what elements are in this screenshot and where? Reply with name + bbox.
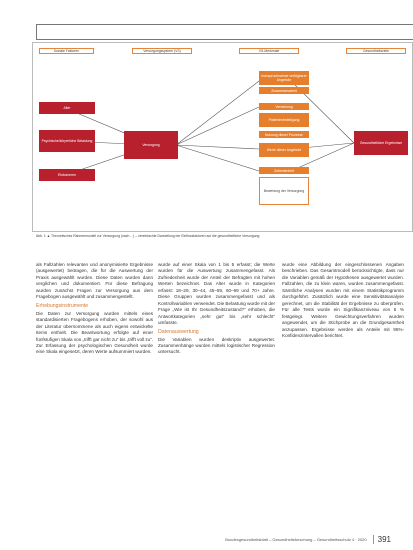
section-heading-instruments: Erhebungsinstrumente	[36, 302, 89, 309]
page-number: 391	[373, 535, 391, 544]
header-health-goals: Gesundheitsziele	[346, 48, 406, 54]
box-care: Versorgung	[124, 131, 178, 159]
header-social-factors: Soziale Faktoren	[39, 48, 94, 54]
box-utilization: Inanspruchnahme verfügbarer Angebote	[259, 71, 309, 85]
section-heading-analysis: Datenauswertung	[158, 328, 199, 335]
header-care-features: VS-Merkmale	[239, 48, 299, 54]
box-care-rating: Bewertung der Versorgung	[259, 177, 309, 205]
box-participation: Patientenbeteiligung	[259, 113, 309, 127]
text-column-1	[36, 262, 153, 356]
paragraph: wurde auf einer Skala von 1 bis 5 erfasst; die Werte wurden für die Auswertung zusammengefasst. Als Zufriedenheit wurde der Anteil der Befragten mit hohen Werten bezeichnet. Das Alter wurde in Kategorien erfasst: 18–29, 30–44, 45–59, 60–69 und 70+ Jahre. Diese Gruppen wurden zusammengefasst und als Kontrollvariablen verwendet. Die Belastung wurde mit der Frage „Wie ist Ihr Gesundheitszustand?“ erhoben, die Antwortkategorien „sehr gut“ bis „sehr schlecht“ umfasste.	[158, 262, 275, 326]
header-care-system: Versorgungssystem (VS)	[132, 48, 192, 54]
box-burden: Psychische/körperliche Belastung	[39, 130, 95, 152]
box-satisfaction: Zufriedenheit	[259, 167, 309, 174]
box-cooperation: Zusammenarbeit	[259, 87, 309, 94]
paragraph: als Fallzahlen relevanten und anonymisierte Ergebnisse (ausgewertet) beitragen, die für die Auswertung der Praxis ausgewählt wurden. Diese Daten wurden dann verglichen und dokumentiert. Für diese Befragung wurden zunächst Fragen zur Versorgung aus dem Fragebogen ausgewählt und zusammengestellt.	[36, 262, 153, 300]
box-health-outcomes: Gesundheitliche Ergebnisse	[354, 131, 408, 155]
journal-name: Bundesgesundheitsblatt – Gesundheitsforschung – Gesundheitsschutz 4 · 2020	[225, 537, 367, 542]
paragraph: wurde eine Abbildung der eingeschlossenen Angaben beschrieben. Das Gesamtmodell berücksichtigte, dass nur die Variablen gemäß der Hypothesen ausgewertet wurden. Fallzahlen, die zu klein waren, wurden zusammengefasst. Sämtliche Analysen wurden mit einem Statistikprogramm durchgeführt. Zusätzlich wurde eine Sensitivitätsanalyse gerechnet, um die Stabilität der Ergebnisse zu überprüfen. Für alle Tests wurde ein Signifikanzniveau von 5 % festgelegt. Weitere Gewichtungsverfahren wurden angewendet, um die Stichprobe an die Grundgesamtheit anzupassen. Ergebnisse werden als Anteile mit 95%-Konfidenzintervallen berichtet.	[282, 262, 404, 338]
framework-diagram	[32, 42, 413, 232]
box-process-use: Nutzung dieser Prozesse	[259, 131, 309, 138]
text-column-3	[282, 262, 404, 339]
box-income: Einkommen	[39, 169, 95, 181]
box-networking: Vernetzung	[259, 103, 309, 110]
box-age: Alter	[39, 102, 95, 114]
paragraph: Die Variablen wurden deskriptiv ausgewertet. Zusammenhänge wurden mittels logistischer Regression untersucht.	[158, 336, 275, 355]
text-column-2	[158, 262, 275, 356]
figure-caption: Abb. 1 ▲ Theoretisches Rahmenmodell zur Versorgung (nach ...) – vereinfachte Darstellung der Einflussfaktoren auf die gesundheitliche Versorgung	[36, 234, 260, 238]
page-footer	[225, 535, 391, 544]
paragraph: Die Daten zur Versorgung wurden mittels eines standardisierten Fragebogens erhoben, der sowohl aus der Literatur übernommene als auch eigens entwickelte Items enthielt. Die Beantwortung erfolgte auf einer fünfstufigen Skala von „trifft gar nicht zu“ bis „trifft voll zu“. Zur Erfassung der psychologischen Gesundheit wurde eine Skala eingesetzt, deren Werte aufsummiert wurden.	[36, 310, 153, 355]
header-bar	[36, 24, 413, 40]
box-offer-values: Werte dieser Angebote	[259, 143, 309, 157]
